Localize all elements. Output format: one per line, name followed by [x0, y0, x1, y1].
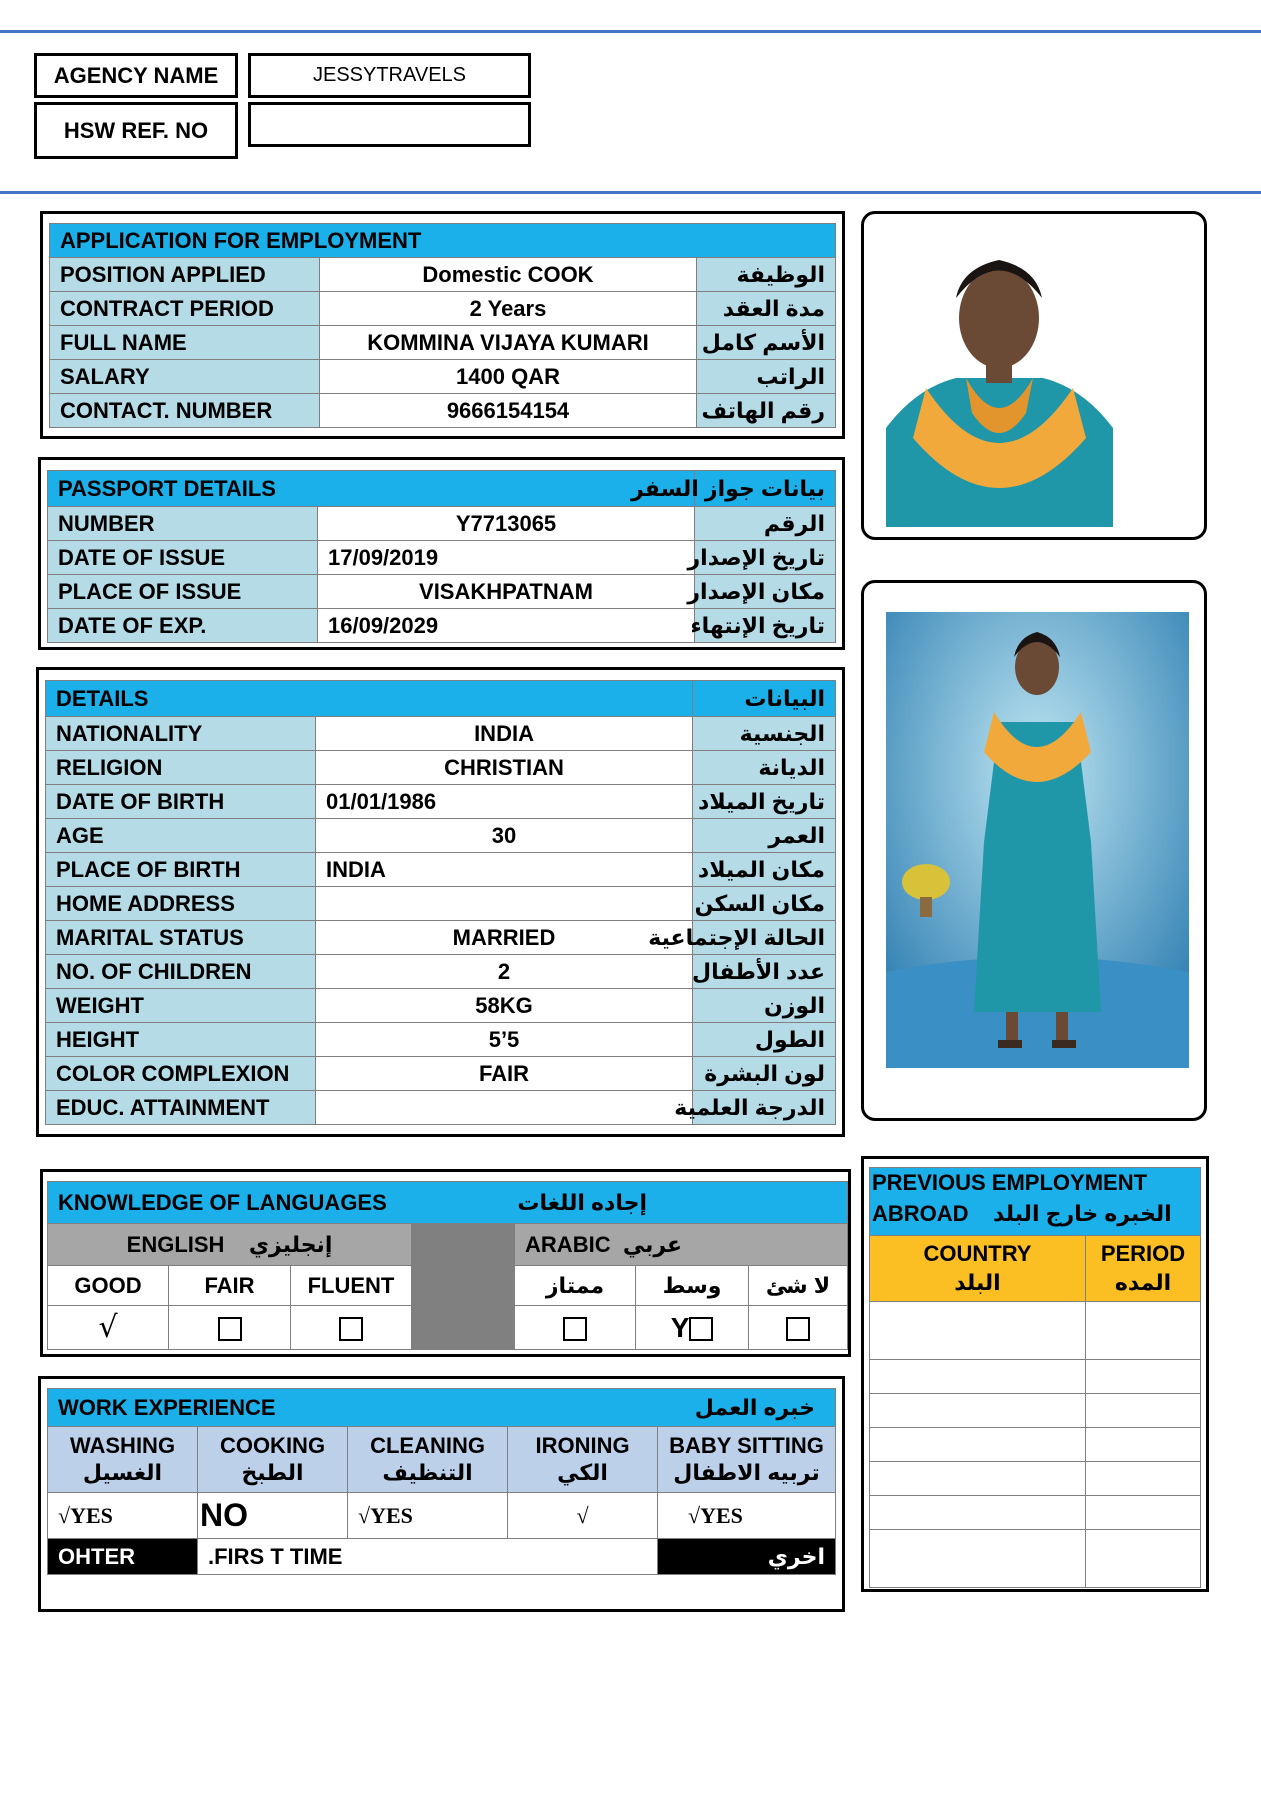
english-fluent-checkbox[interactable]	[291, 1306, 412, 1350]
previous-employment-section	[861, 1156, 1209, 1592]
table-row: WEIGHT 58KG الوزن	[46, 989, 836, 1023]
passport-title-ar: بيانات جواز السفر	[695, 471, 836, 507]
other-label-ar: اخري	[658, 1539, 836, 1575]
agency-name-label: AGENCY NAME	[34, 53, 238, 98]
table-row: PLACE OF ISSUE VISAKHPATNAM مكان الإصدار	[48, 575, 836, 609]
portrait-photo-frame	[861, 211, 1207, 540]
table-row: DATE OF ISSUE 17/09/2019 تاريخ الإصدار	[48, 541, 836, 575]
language-divider	[412, 1224, 515, 1350]
details-section	[36, 667, 845, 1137]
checkbox-icon	[689, 1317, 713, 1341]
english-header: ENGLISH إنجليزي	[48, 1224, 412, 1266]
passport-section	[38, 457, 845, 650]
english-fair-checkbox[interactable]	[169, 1306, 291, 1350]
table-row: PLACE OF BIRTH INDIA مكان الميلاد	[46, 853, 836, 887]
checkbox-icon	[563, 1317, 587, 1341]
table-row: EDUC. ATTAINMENT الدرجة العلمية	[46, 1091, 836, 1125]
table-row: HOME ADDRESS مكان السكن	[46, 887, 836, 921]
country-header: COUNTRY البلد	[870, 1236, 1086, 1302]
table-row: NO. OF CHILDREN 2 عدد الأطفال	[46, 955, 836, 989]
cleaning-header: CLEANING التنظيف	[348, 1427, 508, 1493]
table-row: COLOR COMPLEXION FAIR لون البشرة	[46, 1057, 836, 1091]
table-row: RELIGION CHRISTIAN الديانة	[46, 751, 836, 785]
table-row: MARITAL STATUS MARRIED الحالة الإجتماعية	[46, 921, 836, 955]
table-row	[870, 1462, 1201, 1496]
table-row: CONTACT. NUMBER 9666154154 رقم الهاتف	[50, 394, 836, 428]
passport-table	[47, 470, 836, 643]
table-row	[870, 1394, 1201, 1428]
table-row	[870, 1360, 1201, 1394]
agency-name-value: JESSYTRAVELS	[248, 53, 531, 98]
hsw-ref-label: HSW REF. NO	[34, 102, 238, 159]
arabic-header: ARABIC عربي	[515, 1224, 848, 1266]
passport-title: PASSPORT DETAILS	[48, 471, 695, 507]
full-body-photo	[886, 612, 1189, 1068]
table-row	[870, 1530, 1201, 1588]
agency-rule	[0, 191, 1261, 194]
work-experience-section	[38, 1376, 845, 1612]
english-level-fair: FAIR	[169, 1266, 291, 1306]
arabic-level-excellent: ممتاز	[515, 1266, 636, 1306]
details-table	[45, 680, 836, 1125]
details-title: DETAILS	[46, 681, 693, 717]
work-experience-table	[47, 1388, 836, 1575]
application-section	[40, 211, 845, 439]
table-row: CONTRACT PERIOD 2 Years مدة العقد	[50, 292, 836, 326]
languages-section	[40, 1169, 851, 1357]
hsw-ref-value	[248, 102, 531, 147]
table-row: DATE OF BIRTH 01/01/1986 تاريخ الميلاد	[46, 785, 836, 819]
table-row: FULL NAME KOMMINA VIJAYA KUMARI الأسم كامل	[50, 326, 836, 360]
cooking-value: NO	[198, 1493, 348, 1539]
arabic-none-checkbox[interactable]	[749, 1306, 848, 1350]
table-row	[870, 1302, 1201, 1360]
arabic-medium-checkbox[interactable]: Y	[636, 1306, 749, 1350]
table-row: AGE 30 العمر	[46, 819, 836, 853]
other-value: .FIRS T TIME	[198, 1539, 658, 1575]
baby-sitting-value: √YES	[658, 1493, 836, 1539]
other-label: OHTER	[48, 1539, 198, 1575]
previous-employment-table	[869, 1167, 1201, 1588]
table-row: SALARY 1400 QAR الراتب	[50, 360, 836, 394]
table-row: HEIGHT 5’5 الطول	[46, 1023, 836, 1057]
work-experience-title-ar: خبره العمل	[508, 1389, 836, 1427]
details-title-ar: البيانات	[693, 681, 836, 717]
portrait-photo	[886, 238, 1113, 527]
top-rule	[0, 30, 1261, 33]
cooking-header: COOKING الطبخ	[198, 1427, 348, 1493]
languages-table	[47, 1181, 848, 1350]
table-row	[870, 1496, 1201, 1530]
period-header: PERIOD المده	[1086, 1236, 1201, 1302]
cleaning-value: √YES	[348, 1493, 508, 1539]
table-row: POSITION APPLIED Domestic COOK الوظيفة	[50, 258, 836, 292]
ironing-value: √	[508, 1493, 658, 1539]
table-row: DATE OF EXP. 16/09/2029 تاريخ الإنتهاء	[48, 609, 836, 643]
english-level-good: GOOD	[48, 1266, 169, 1306]
languages-title: KNOWLEDGE OF LANGUAGES	[48, 1182, 515, 1224]
table-row: NATIONALITY INDIA الجنسية	[46, 717, 836, 751]
ironing-header: IRONING الكي	[508, 1427, 658, 1493]
baby-sitting-header: BABY SITTING تربيه الاطفال	[658, 1427, 836, 1493]
checkbox-icon	[339, 1317, 363, 1341]
checkbox-icon	[786, 1317, 810, 1341]
previous-employment-title: PREVIOUS EMPLOYMENT ABROAD الخبره خارج البلد	[870, 1168, 1201, 1236]
full-body-photo-frame	[861, 580, 1207, 1121]
languages-title-ar: إجاده اللغات	[515, 1182, 848, 1224]
english-good-check: √	[48, 1306, 169, 1350]
arabic-excellent-checkbox[interactable]	[515, 1306, 636, 1350]
arabic-level-none: لا شئ	[749, 1266, 848, 1306]
table-row: NUMBER Y7713065 الرقم	[48, 507, 836, 541]
arabic-level-medium: وسط	[636, 1266, 749, 1306]
work-experience-title: WORK EXPERIENCE	[48, 1389, 508, 1427]
english-level-fluent: FLUENT	[291, 1266, 412, 1306]
washing-value: √YES	[48, 1493, 198, 1539]
checkbox-icon	[218, 1317, 242, 1341]
table-row	[870, 1428, 1201, 1462]
application-table	[49, 223, 836, 428]
application-title: APPLICATION FOR EMPLOYMENT	[50, 224, 836, 258]
washing-header: WASHING الغسيل	[48, 1427, 198, 1493]
